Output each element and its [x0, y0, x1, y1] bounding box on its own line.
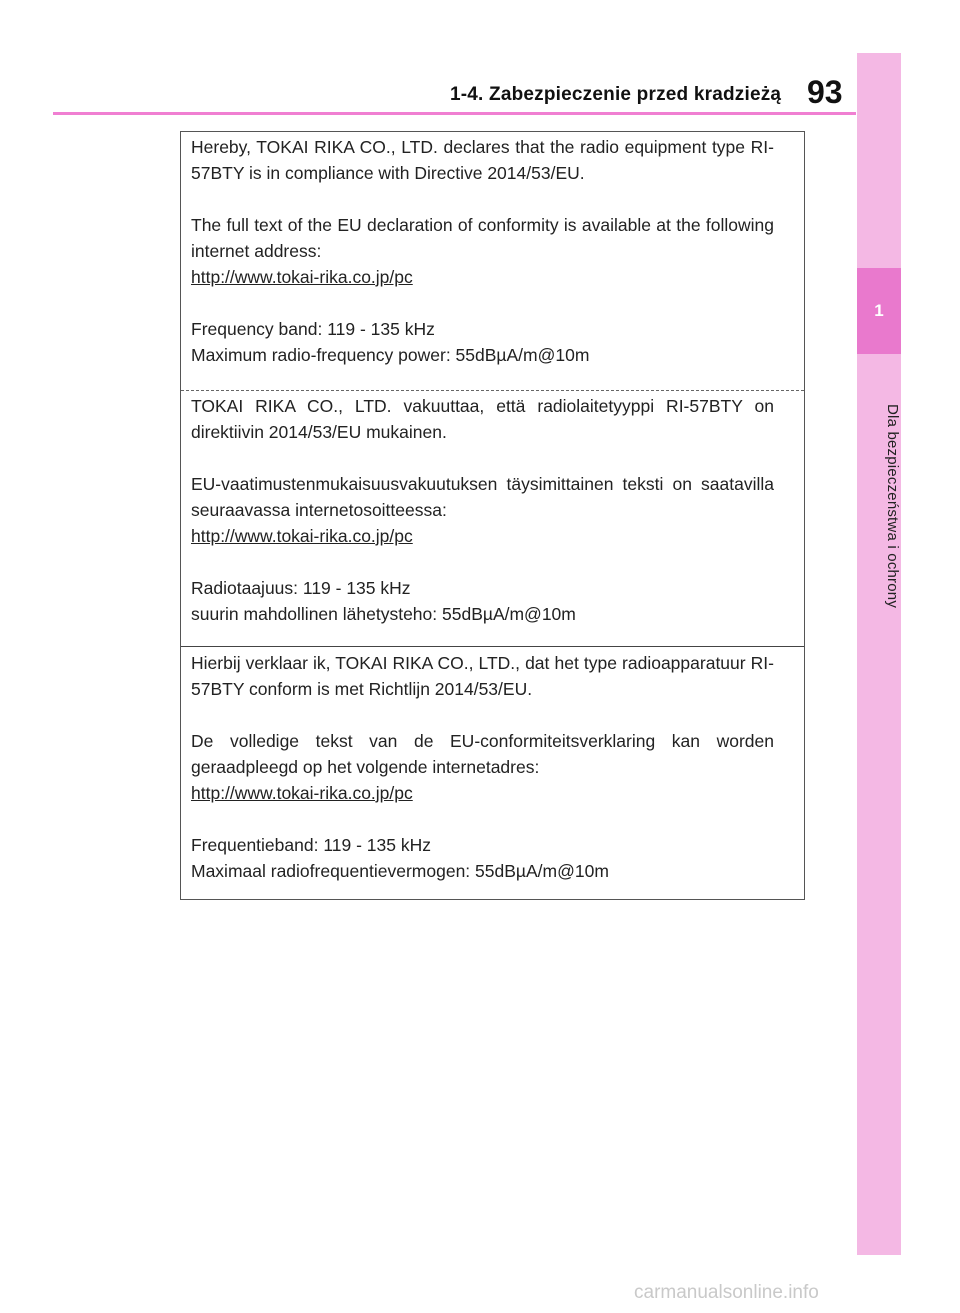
frequency-band: Radiotaajuus: 119 - 135 kHz: [191, 578, 411, 598]
frequency-band: Frequentieband: 119 - 135 kHz: [191, 835, 431, 855]
page-number: 93: [807, 74, 843, 110]
chapter-side-tab: [857, 53, 901, 1255]
max-power: suurin mahdollinen lähetysteho: 55dBµA/m@10m: [191, 604, 576, 624]
section-title: 1-4. Zabezpieczenie przed kradzieżą: [450, 84, 782, 105]
declaration-availability: The full text of the EU declaration of conformity is available at the following internet address:: [191, 215, 774, 261]
chapter-label: Dla bezpieczeństwa i ochrony: [884, 403, 901, 609]
declaration-url-link[interactable]: http://www.tokai-rika.co.jp/pc: [191, 783, 413, 803]
declaration-dutch: [181, 646, 804, 884]
declaration-finnish: [181, 390, 804, 627]
declaration-availability: De volledige tekst van de EU-conformiteitsverklaring kan worden geraadpleegd op het volgende internetadres:: [191, 731, 774, 777]
page-header: [0, 0, 856, 118]
header-rule: [53, 112, 856, 115]
declaration-box: [180, 131, 805, 900]
declaration-english: [181, 134, 804, 368]
max-power: Maximaal radiofrequentievermogen: 55dBµA/m@10m: [191, 861, 609, 881]
max-power: Maximum radio-frequency power: 55dBµA/m@10m: [191, 345, 590, 365]
watermark: carmanualsonline.info: [634, 1282, 819, 1303]
declaration-statement: Hierbij verklaar ik, TOKAI RIKA CO., LTD., dat het type radioapparatuur RI-57BTY conform is met Richtlijn 2014/53/EU.: [191, 653, 774, 699]
declaration-url-link[interactable]: http://www.tokai-rika.co.jp/pc: [191, 267, 413, 287]
chapter-number: 1: [857, 268, 901, 354]
declaration-statement: Hereby, TOKAI RIKA CO., LTD. declares that the radio equipment type RI-57BTY is in compliance with Directive 2014/53/EU.: [191, 137, 774, 183]
declaration-url-link[interactable]: http://www.tokai-rika.co.jp/pc: [191, 526, 413, 546]
declaration-availability: EU-vaatimustenmukaisuusvakuutuksen täysimittainen teksti on saatavilla seuraavassa internetosoitteessa:: [191, 474, 774, 520]
declaration-statement: TOKAI RIKA CO., LTD. vakuuttaa, että radiolaitetyyppi RI-57BTY on direktiivin 2014/53/EU mukainen.: [191, 396, 774, 442]
frequency-band: Frequency band: 119 - 135 kHz: [191, 319, 435, 339]
